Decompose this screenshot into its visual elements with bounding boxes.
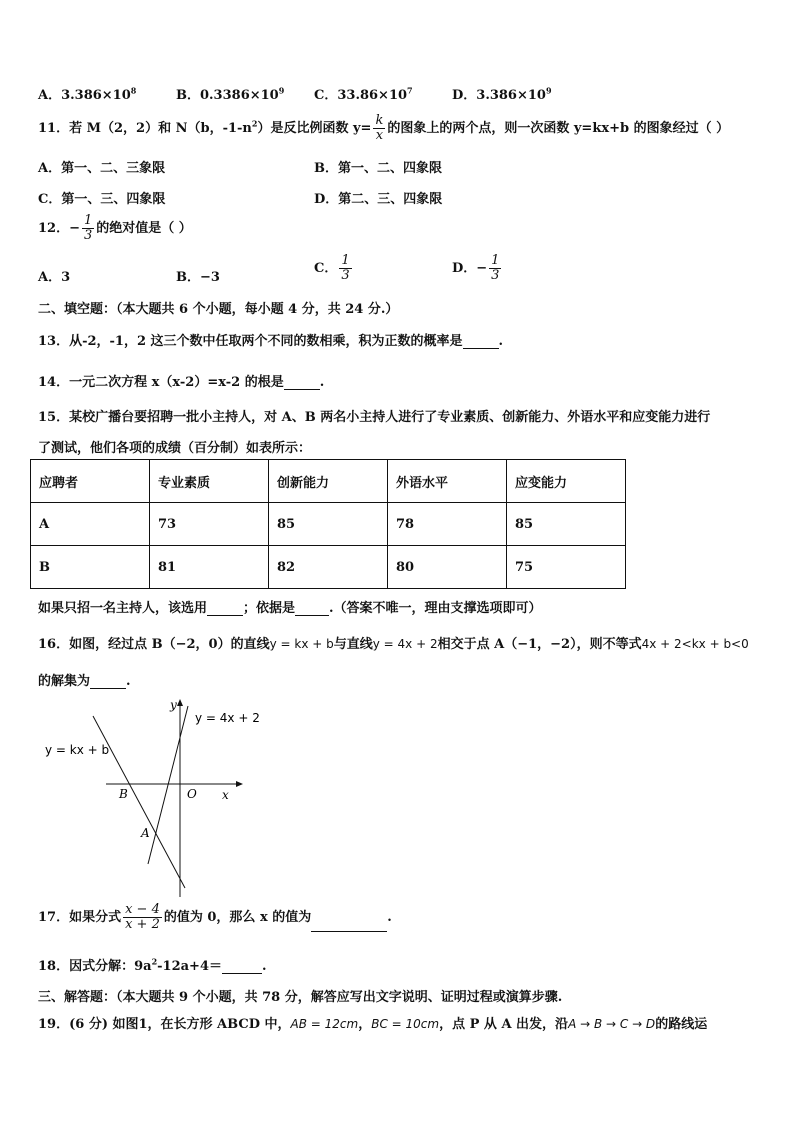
q14-answer-blank[interactable] [284,377,320,390]
table-header-cell: 应聘者 [31,460,150,503]
q19: 19．(6 分) 如图1，在长方形 ABCD 中，AB = 12cm，BC = 10cm，点 P 从 A 出发，沿A → B → C → D的路线运 [38,1017,708,1032]
table-cell: 80 [388,546,507,589]
table-header-cell: 专业素质 [150,460,269,503]
table-cell: 78 [388,503,507,546]
q10-option-d: D．$3.386\times 10^9$ [452,85,552,103]
q11-option-c: C．第一、三、四象限 [38,192,166,207]
q17-answer-blank[interactable] [311,919,387,932]
q15-after-table: 如果只招一名主持人，该选用 ；依据是 .（答案不唯一，理由支撑选项即可） [38,601,542,616]
q15-line-1: 15．某校广播台要招聘一批小主持人，对 A、B 两名小主持人进行了专业素质、创新能力、外语水平和应变能力进行 [38,410,711,425]
q18: 18．因式分解：$9a^2-12a+4=$ . [38,956,267,974]
line-kx-plus-b-label: y = kx + b [45,743,110,757]
table-cell: 75 [507,546,626,589]
q11-option-b: B．第一、二、四象限 [314,161,442,176]
q12-option-a: A．3 [38,270,71,285]
x-axis-label: x [222,788,229,802]
q12-fraction: $\frac{1}{3}$ [84,213,93,243]
q11-option-d: D．第二、三、四象限 [314,192,443,207]
section-3-heading: 三、解答题：（本大题共 9 个小题，共 78 分，解答应写出文字说明、证明过程或演算步骤. [38,990,563,1005]
q16-answer-blank[interactable] [90,676,126,689]
table-cell: 85 [507,503,626,546]
table-cell: 73 [150,503,269,546]
y-axis-label: y [170,698,177,712]
q15-line-2: 了测试，他们各项的成绩（百分制）如表所示： [38,441,312,456]
table-header-row [31,460,626,503]
q15-choice-blank[interactable] [207,603,243,616]
point-a-label: A [141,826,150,840]
y-axis-arrow-icon [177,699,183,706]
section-2-heading: 二、填空题：（本大题共 6 个小题，每小题 4 分，共 24 分.） [38,302,399,317]
q10-option-b: B．$0.3386\times 10^9$ [176,85,285,103]
line-4x-plus-2-label: y = 4x + 2 [195,711,260,725]
q12-stem: 12．− $\frac{1}{3}$ 的绝对值是（ ） [38,213,192,243]
q17: 17．如果分式 $\frac{x - 4}{x + 2}$ 的值为 0，那么 x 的值为 . [38,902,392,932]
table-header-cell: 外语水平 [388,460,507,503]
q11-stem: 11．若 M（2，2）和 N（b，$-1-n^2$）是反比例函数 y= $\frac{k}{x}$ 的图象上的两个点，则一次函数 y=kx+b 的图象经过（ ） [38,113,730,143]
q11-fraction: $\frac{k}{x}$ [375,113,384,143]
q10-option-c: C．$33.86\times 10^7$ [314,85,413,103]
q16-line-2: 的解集为 . [38,674,131,689]
line-kx-plus-b [93,716,185,888]
q18-answer-blank[interactable] [222,961,262,974]
q16-line-graph [40,692,270,898]
q12-option-c: C． $\frac{1}{3}$ [314,253,350,283]
table-cell: B [31,546,150,589]
table-header-cell: 创新能力 [269,460,388,503]
q12-option-b: B．−3 [176,270,220,285]
table-row [31,546,626,589]
table-header-cell: 应变能力 [507,460,626,503]
table-cell: A [31,503,150,546]
q13: 13．从-2，-1，2 这三个数中任取两个不同的数相乘，积为正数的概率是 . [38,334,504,349]
q12-option-d: D．− $\frac{1}{3}$ [452,253,500,283]
q16-line-1: 16．如图，经过点 B（−2，0）的直线y = kx + b与直线y = 4x + 2相交于点 A（−1，−2），则不等式4x + 2<kx + b<0 [38,637,749,652]
x-axis-arrow-icon [236,781,243,787]
q13-answer-blank[interactable] [463,336,499,349]
q14: 14．一元二次方程 x（x-2）=x-2 的根是 . [38,375,325,390]
q17-fraction: $\frac{x - 4}{x + 2}$ [125,902,160,932]
table-cell: 81 [150,546,269,589]
table-row [31,503,626,546]
line-4x-plus-2 [148,706,188,864]
q15-reason-blank[interactable] [295,603,329,616]
q10-option-a: A．$3.386\times 10^8$ [38,85,137,103]
table-cell: 85 [269,503,388,546]
q11-option-a: A．第一、二、三象限 [38,161,166,176]
table-cell: 82 [269,546,388,589]
point-b-label: B [119,787,128,801]
q15-score-table [30,459,626,589]
origin-label: O [187,787,197,801]
